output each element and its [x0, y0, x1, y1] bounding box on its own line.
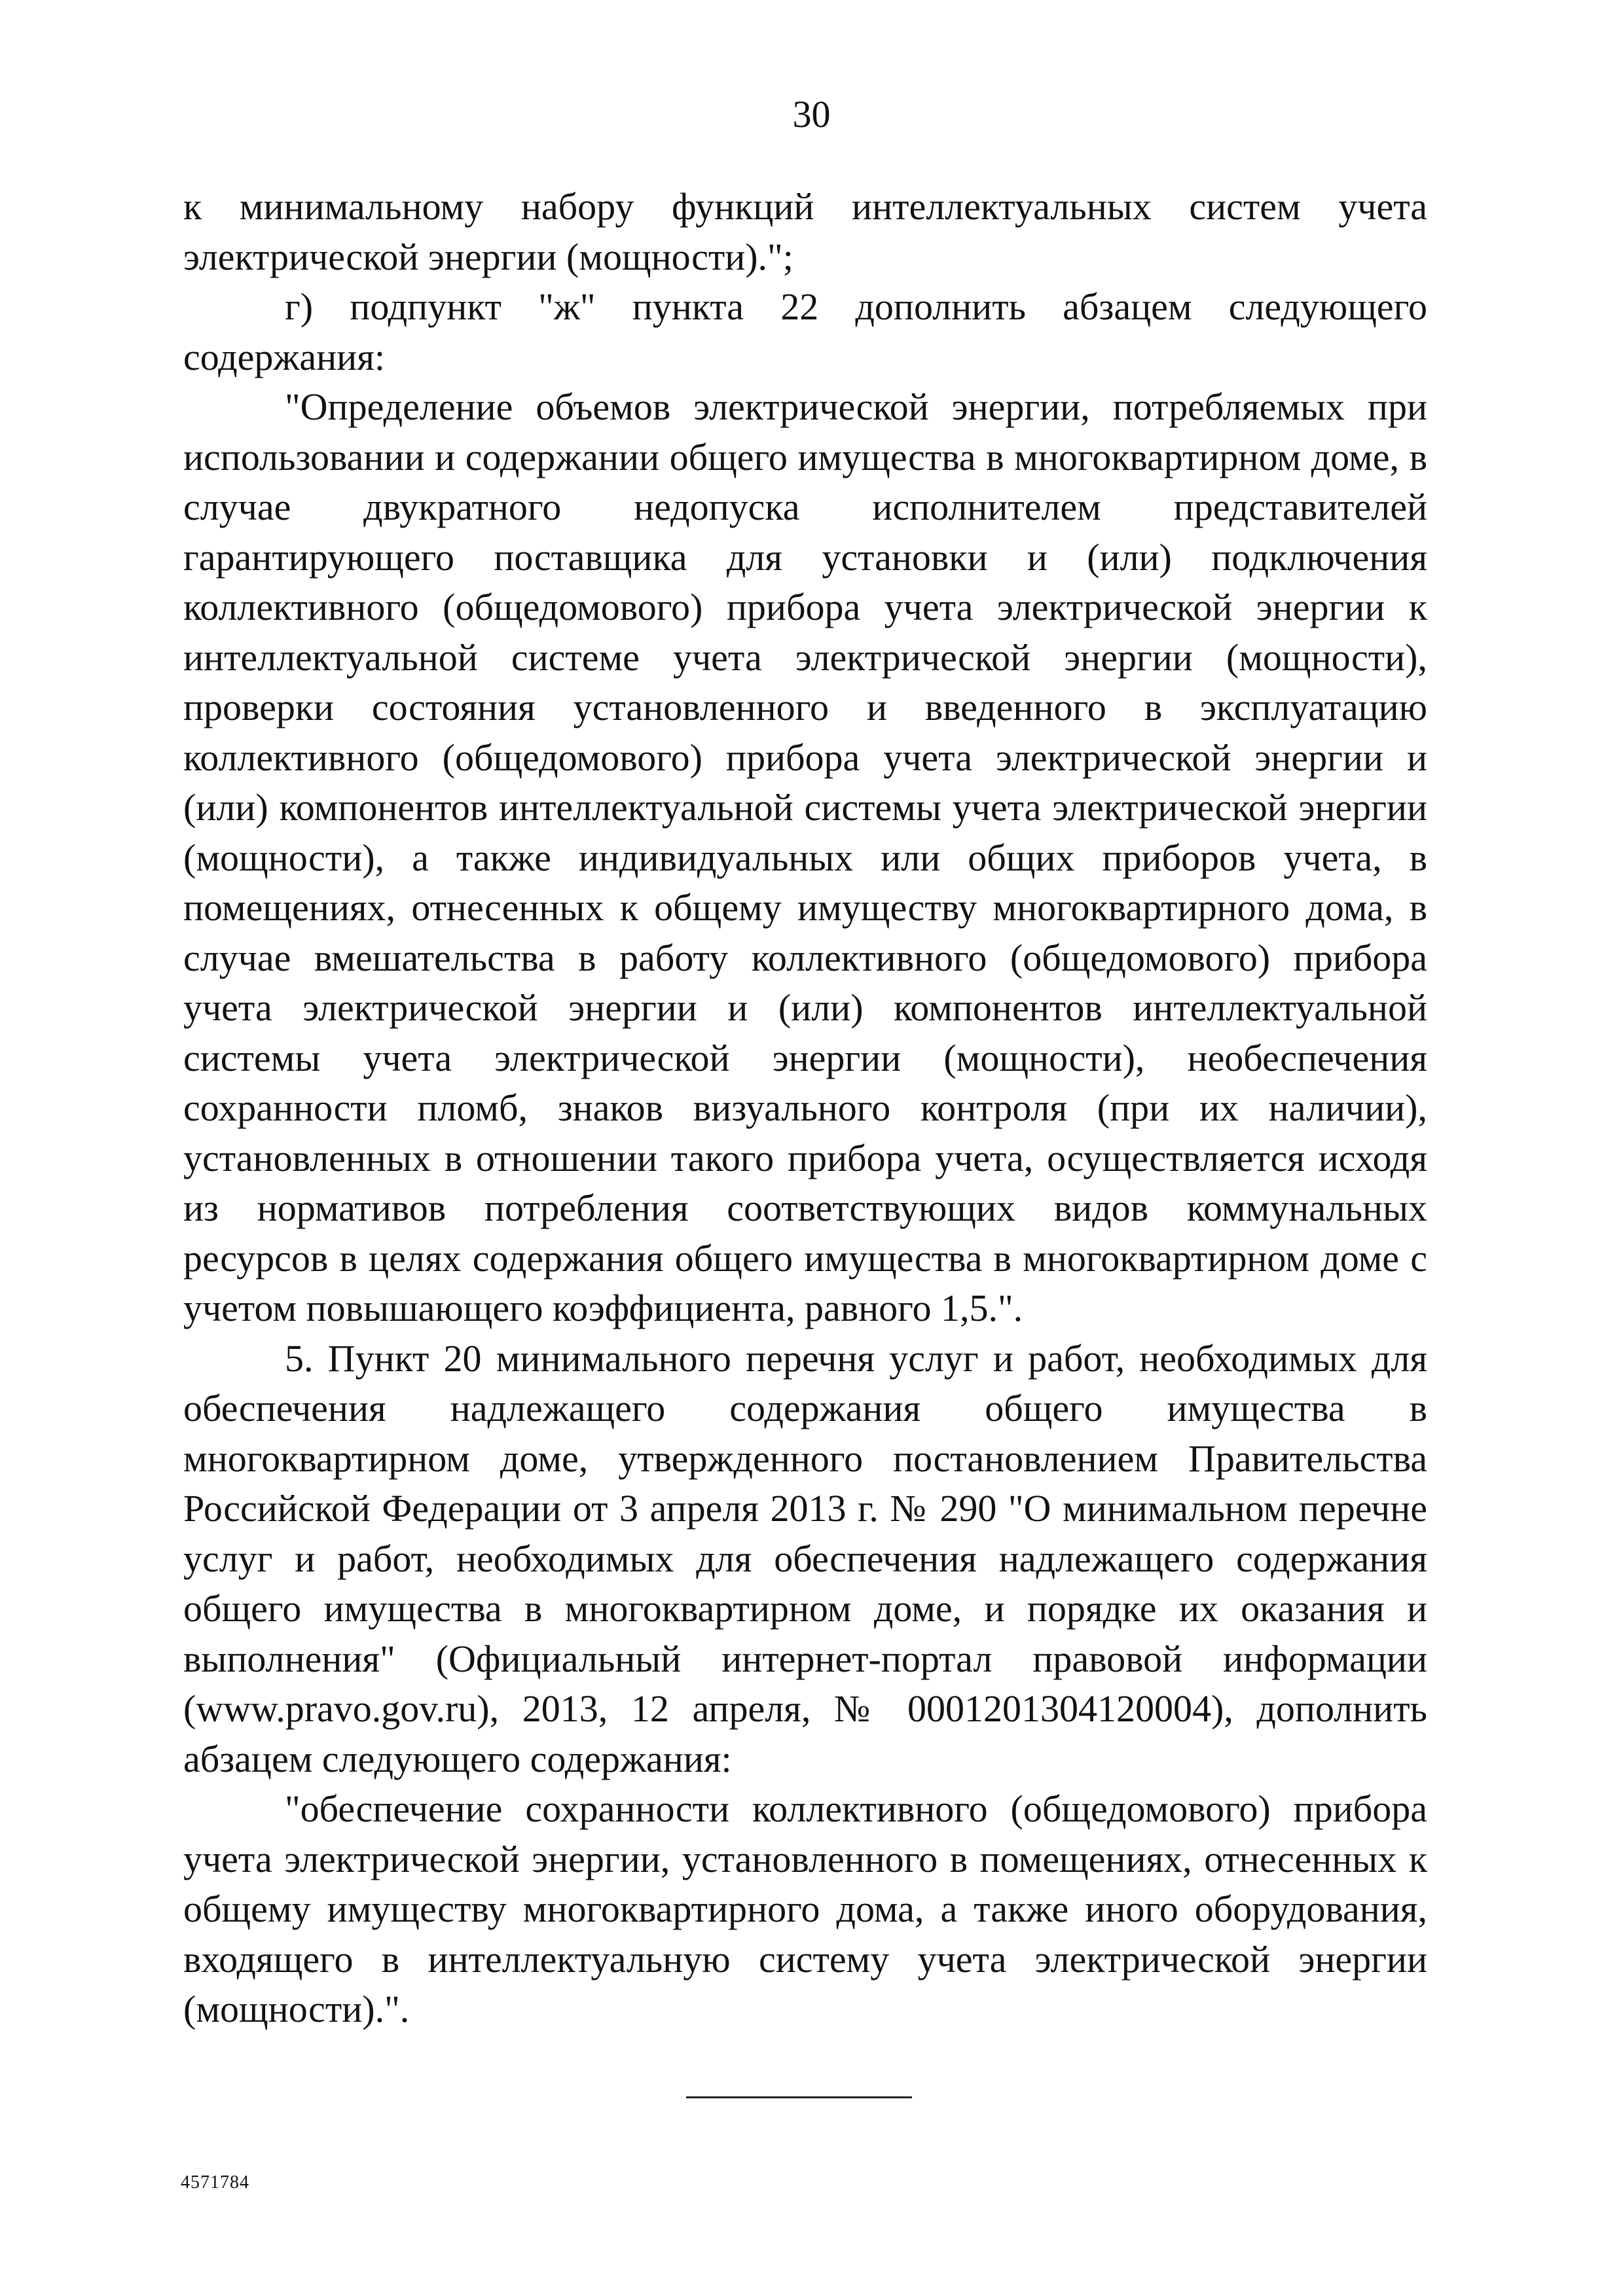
page-number: 30: [792, 93, 831, 135]
paragraph-point-5: 5. Пункт 20 минимального перечня услуг и работ, необходимых для обеспечения надлежащего содержания общего имущества в многоквартирном доме, утвержденного постановлением Правительства Российской Федерации от 3 апреля 2013 г. № 290 "О минимальном перечне услуг и работ, необходимых для обеспечения надлежащего содержания общего имущества в многоквартирном доме, и порядке их оказания и выполнения" (Официальный интернет-портал правовой информации (www.pravo.gov.ru), 2013, 12 апреля, № 0001201304120004), дополнить абзацем следующего содержания:: [183, 1336, 1427, 1780]
paragraph-quoted-definition: "Определение объемов электрической энергии, потребляемых при использовании и содержании общего имущества в многоквартирном доме, в случае двукратного недопуска исполнителем представителей гарантирующего поставщика для установки и (или) подключения коллективного (общедомового) прибора учета электрической энергии к интеллектуальной системе учета электрической энергии (мощности), проверки состояния установленного и введенного в эксплуатацию коллективного (общедомового) прибора учета электрической энергии и (или) компонентов интеллектуальной системы учета электрической энергии (мощности), а также индивидуальных или общих приборов учета, в помещениях, отнесенных к общему имуществу многоквартирного дома, в случае вмешательства в работу коллективного (общедомового) прибора учета электрической энергии и (или) компонентов интеллектуальной системы учета электрической энергии (мощности), необеспечения сохранности пломб, знаков визуального контроля (при их наличии), установленных в отношении такого прибора учета, осуществляется исходя из нормативов потребления соответствующих видов коммунальных ресурсов в целях содержания общего имущества в многоквартирном доме с учетом повышающего коэффициента, равного 1,5.".: [183, 386, 1427, 1329]
document-body: [183, 182, 1427, 2035]
end-of-document-rule: [686, 2096, 912, 2098]
paragraph-quoted-addition: "обеспечение сохранности коллективного (общедомового) прибора учета электрической энергии, установленного в помещениях, отнесенных к общему имуществу многоквартирного дома, а также иного оборудования, входящего в интеллектуальную систему учета электрической энергии (мощности).".: [183, 1787, 1427, 2030]
document-id: 4571784: [181, 2172, 249, 2193]
paragraph-subpoint-g: г) подпункт "ж" пункта 22 дополнить абзацем следующего содержания:: [183, 285, 1427, 378]
paragraph-continuation: к минимальному набору функций интеллектуальных систем учета электрической энергии (мощности).";: [183, 185, 1427, 278]
